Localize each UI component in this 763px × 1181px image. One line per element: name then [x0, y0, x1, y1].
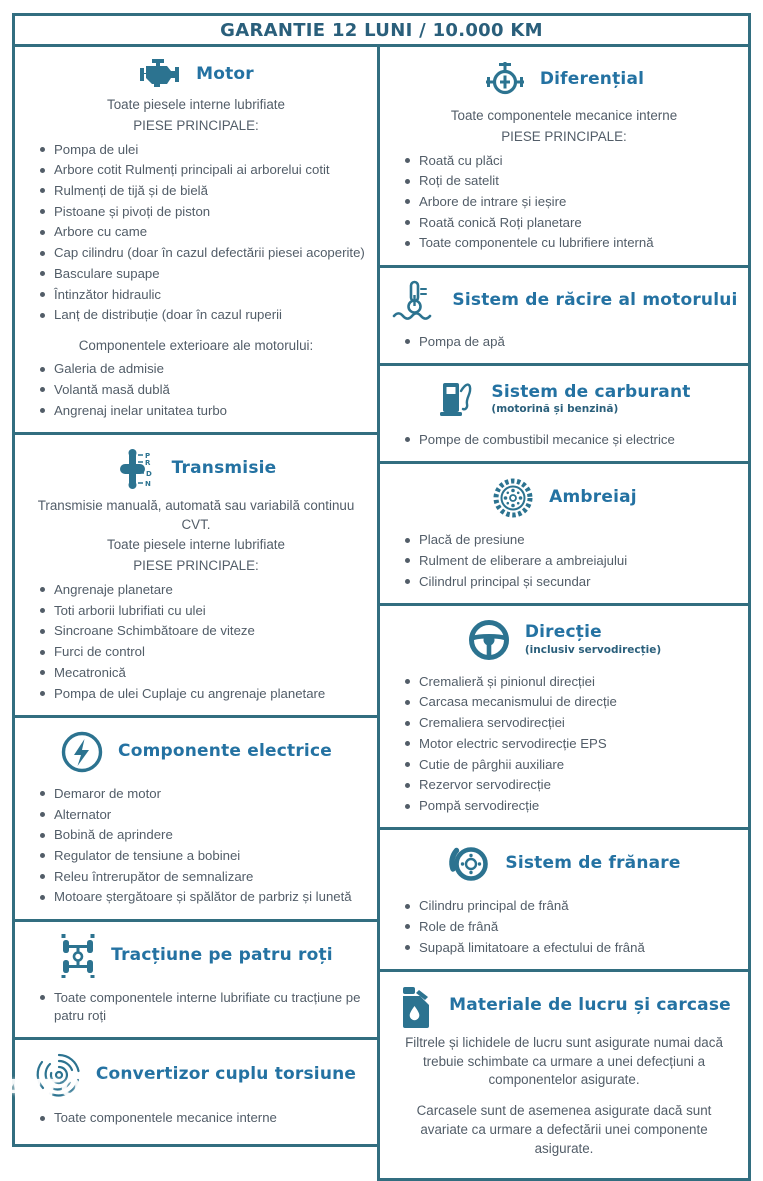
section-title: Convertizor cuplu torsiune: [95, 1064, 357, 1085]
bullet-item: Arbore cotit Rulmenți principali ai arborelui cotit: [39, 161, 369, 179]
bullet-list: [380, 897, 748, 957]
bullet-item: Regulator de tensiune a bobinei: [39, 847, 369, 865]
bullet-list: [380, 333, 748, 351]
section-title: Ambreiaj: [549, 487, 637, 508]
bullet-item: Volantă masă dublă: [39, 381, 369, 399]
brake-disc-icon: [447, 842, 491, 886]
section-header: [380, 47, 748, 107]
svg-text:P: P: [144, 451, 150, 460]
steering-wheel-icon: [467, 618, 511, 662]
section-franare: [377, 827, 751, 972]
bullet-item: Furci de control: [39, 643, 369, 661]
bullet-item: Releu întrerupător de semnalizare: [39, 868, 369, 886]
text-line: PIESE PRINCIPALE:: [133, 558, 259, 574]
section-subtitle: (motorină și benzină): [491, 403, 619, 416]
section-header: [380, 464, 748, 526]
bullet-list: [380, 152, 748, 253]
section-diferential: [377, 44, 751, 268]
text-line: Toate piesele interne lubrifiate: [107, 537, 285, 553]
oil-canister-icon: [397, 984, 435, 1028]
differential-icon: [484, 59, 526, 101]
text-line: Toate piesele interne lubrifiate: [107, 97, 285, 112]
bullet-list: [15, 1109, 377, 1127]
bullet-item: Roți de satelit: [404, 172, 740, 190]
watermark: AUTOVIT.RO: [4, 1076, 179, 1102]
bullet-item: Cap cilindru (doar în cazul defectării piesei acoperite): [39, 244, 369, 262]
section-header: [15, 47, 377, 96]
bullet-item: Supapă limitatoare a efectului de frână: [404, 939, 740, 957]
page-title: GARANTIE 12 LUNI / 10.000 KM: [220, 19, 543, 41]
section-title: Componente electrice: [118, 741, 332, 762]
section-header: [380, 366, 748, 426]
section-title-wrap: [549, 488, 637, 508]
bullet-item: Rulment de eliberare a ambreiajului: [404, 552, 740, 570]
section-title: Tracțiune pe patru roți: [111, 944, 333, 965]
bullet-item: Rulmenți de tijă și de bielă: [39, 182, 369, 200]
section-title-wrap: [540, 70, 644, 90]
section-title-wrap: [118, 742, 332, 762]
section-tractiune: [12, 919, 380, 1040]
section-title-wrap: [525, 623, 661, 656]
section-subtitle: (inclusiv servodirecție): [524, 643, 662, 656]
bullet-item: Motoare ștergătoare și spălător de parbriz și lunetă: [39, 888, 369, 906]
bullet-item: Pompa de apă: [404, 333, 740, 351]
gear-shifter-icon: [116, 447, 158, 491]
columns: [12, 47, 751, 1181]
section-header: [380, 972, 748, 1034]
bullet-item: Cutie de pârghii auxiliare: [404, 756, 740, 774]
section-title: Motor: [196, 63, 254, 84]
text-line: Componentele exterioare ale motorului:: [78, 337, 314, 353]
section-title-wrap: [196, 65, 254, 85]
section-transmisie: [12, 432, 380, 718]
bullet-item: Alternator: [39, 806, 369, 824]
bullet-list: [15, 360, 377, 420]
four-wheel-drive-icon: [59, 934, 97, 978]
bullet-item: Pompă servodirecție: [404, 797, 740, 815]
section-header: [380, 830, 748, 892]
bullet-item: Roată conică Roți planetare: [404, 214, 740, 232]
bullet-item: Pistoane și pivoți de piston: [39, 203, 369, 221]
text-line: Carcasele sunt de asemenea asigurate dacă sunt avariate ca urmare a defectării unei componente asigurate.: [416, 1103, 712, 1156]
bullet-item: Toate componentele mecanice interne: [39, 1109, 369, 1127]
section-title-wrap: [505, 854, 680, 874]
bullet-list: [15, 141, 377, 325]
section-racire: [377, 265, 751, 366]
right-column: [377, 47, 751, 1181]
engine-icon: [138, 59, 182, 90]
bullet-item: Motor electric servodirecție EPS: [404, 735, 740, 753]
bullet-item: Toate componentele cu lubrifiere internă: [404, 234, 740, 252]
section-title: Diferențial: [539, 69, 645, 90]
section-title-wrap: [449, 996, 731, 1016]
fuel-pump-icon: [437, 378, 477, 420]
bullet-item: Bobină de aprindere: [39, 826, 369, 844]
bullet-item: Roată cu plăci: [404, 152, 740, 170]
bullet-item: Pompa de ulei Cuplaje cu angrenaje planetare: [39, 685, 369, 703]
bullet-item: Carcasa mecanismului de direcție: [404, 693, 740, 711]
bullet-item: Cremaliera servodirecției: [404, 714, 740, 732]
section-header: [380, 606, 748, 668]
bullet-item: Angrenaje planetare: [39, 581, 369, 599]
text-line: Toate componentele mecanice interne: [450, 108, 678, 123]
section-header: [15, 922, 377, 984]
bullet-item: Placă de presiune: [404, 531, 740, 549]
bullet-item: Basculare supape: [39, 265, 369, 283]
warranty-header: [12, 13, 751, 47]
bullet-item: Cilindru principal de frână: [404, 897, 740, 915]
svg-text:R: R: [144, 458, 150, 467]
page-frame: [12, 13, 751, 1181]
lightning-icon: [60, 730, 104, 774]
section-title-wrap: [111, 946, 333, 966]
bullet-item: Toti arborii lubrifiati cu ulei: [39, 602, 369, 620]
text-line: Transmisie manuală, automată sau variabilă continuu CVT.: [37, 497, 355, 532]
left-column: [12, 47, 380, 1181]
bullet-item: Demaror de motor: [39, 785, 369, 803]
coolant-thermometer-icon: [390, 280, 438, 322]
section-materiale: [377, 969, 751, 1181]
bullet-item: Pompa de ulei: [39, 141, 369, 159]
section-componente-electrice: [12, 715, 380, 922]
section-carburant: [377, 363, 751, 464]
section-title-wrap: [172, 459, 277, 479]
section-title-wrap: [452, 291, 737, 311]
bullet-item: Role de frână: [404, 918, 740, 936]
section-title: Direcție: [524, 622, 602, 643]
section-title: Transmisie: [171, 458, 277, 479]
clutch-disc-icon: [491, 476, 535, 520]
section-title: Materiale de lucru și carcase: [449, 995, 731, 1016]
bullet-item: Angrenaj inelar unitatea turbo: [39, 402, 369, 420]
section-header: [15, 718, 377, 780]
bullet-list: [380, 531, 748, 591]
text-line: PIESE PRINCIPALE:: [133, 117, 259, 133]
bullet-item: Cilindrul principal și secundar: [404, 573, 740, 591]
section-header: [380, 268, 748, 328]
text-line: Filtrele și lichidele de lucru sunt asigurate numai dacă trebuie schimbate ca urmare a unei defecțiuni a componentelor asigurate.: [405, 1034, 723, 1088]
warranty-page: [0, 13, 763, 1156]
bullet-list: [15, 785, 377, 907]
bullet-item: Rezervor servodirecție: [404, 776, 740, 794]
bullet-item: Arbore cu came: [39, 223, 369, 241]
text-line: PIESE PRINCIPALE:: [501, 128, 627, 144]
bullet-item: Pompe de combustibil mecanice și electrice: [404, 431, 740, 449]
section-motor: [12, 44, 380, 435]
section-title: Sistem de răcire al motorului: [452, 289, 738, 310]
bullet-item: Galeria de admisie: [39, 360, 369, 378]
section-header: [15, 435, 377, 497]
section-title-wrap: [491, 383, 690, 416]
bullet-list: [380, 673, 748, 816]
bullet-item: Lanț de distribuție (doar în cazul ruperii: [39, 306, 369, 324]
bullet-item: Sincroane Schimbătoare de viteze: [39, 622, 369, 640]
section-ambreiaj: [377, 461, 751, 606]
svg-text:N: N: [144, 479, 151, 488]
svg-text:D: D: [145, 469, 152, 478]
bullet-item: Mecatronică: [39, 664, 369, 682]
bullet-list: [15, 581, 377, 703]
bullet-item: Cremalieră și pinionul direcției: [404, 673, 740, 691]
bullet-item: Întinzător hidraulic: [39, 286, 369, 304]
section-title: Sistem de frănare: [505, 853, 681, 874]
bullet-list: [380, 431, 748, 449]
bullet-list: [15, 989, 377, 1025]
bullet-item: Arbore de intrare și ieșire: [404, 193, 740, 211]
section-directie: [377, 603, 751, 831]
section-title: Sistem de carburant: [491, 381, 691, 402]
bullet-item: Toate componentele interne lubrifiate cu tracțiune pe patru roți: [39, 989, 369, 1025]
